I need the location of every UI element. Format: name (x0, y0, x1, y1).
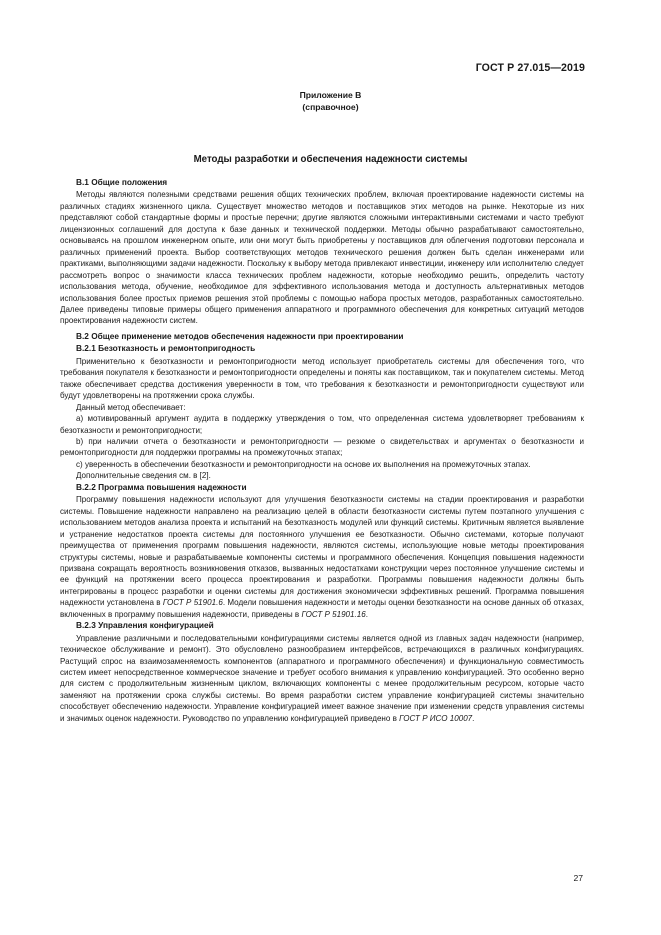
document-body (60, 177, 584, 724)
appendix-label: Приложение В (299, 90, 362, 100)
paragraph-text: . Модели повышения надежности и методы оценки безотказности на основе данных об отказах, включенных в программу повышения надежности, приведены в (60, 598, 584, 619)
list-item-b: b) при наличии отчета о безотказности и ремонтопригодности — резюме о свидетельствах и аргументах о безотказности и ремонтопригодности для поддержки программы на промежуточных этапах; (60, 436, 584, 458)
list-item-a: а) мотивированный аргумент аудита в поддержку утверждения о том, что определенная система удовлетворяет требованиям к безотказности и ремонтопригодности; (60, 414, 584, 435)
paragraph-text: Управление различными и последовательными конфигурациями системы является одной из главных задач надежности (например, техническое обслуживание и ремонт). Это обусловлено разнообразием интерфейсов, встречающихся в различных конфигурациях. Растущий спрос на взаимозаменяемость компонентов (аппаратного и программного обеспечения) и функциональную совместимость систем имеет непосредственное коммерческое значение и требует особого внимания к управлению конфигурацией. Это особенно верно для систем с продолжительным жизненным циклом, включающих компоненты с менее продолжительным ресурсом, которые часто заменяют на протяжении срока службы системы. Во время разработки систем управление конфигурацией системы значительно способствует обеспечению надежности. Управление конфигурацией имеет важное значение при изменении средств управления системы и значимых оценок надежности. Руководство по управлению конфигурацией приведено в (60, 633, 584, 723)
paragraph: Методы являются полезными средствами решения общих технических проблем, включая проектирование надежности системы на различных стадиях жизненного цикла. Существует множество методов и поставщиков этих методов на рынке. Некоторые из них представляют собой стандартные формы и простые перечни; другие являются сложными интерактивными системами и часто требуют лицензионных соглашений для доступа к базе данных и технической поддержки. Методы обычно разрабатывают самостоятельно, основываясь на прошлом инженерном опыте, или они могут быть приобретены у поставщиков для облегчения подготовки персонала и различных применений проекта. Выбор соответствующих методов технического решения должен быть сделан инженерами или практиками, выполняющими задачи надежности. Поскольку к выбору метода привлекают инвестиции, инженеру или исполнителю следует рассмотреть вопрос о значимости класса технических проблем надежности, которые необходимо решить, определить частоту использования метода, обучение, необходимое для эффективного использования метода и доступность альтернативных методов использования более простых приемов решения этой проблемы с помощью набора простых методов, разработанных самостоятельно. Далее приведены типовые примеры общего применения аппаратного и программного обеспечения для конкретных ситуаций методов проектирования надежности систем. (60, 190, 584, 326)
paragraph-text: . (365, 609, 368, 619)
paragraph (60, 633, 584, 725)
paragraph-text: Программу повышения надежности используют для улучшения безотказности системы на стадии проектирования и разработки системы. Повышение надежности направлено на реализацию целей в области безотказности системы путем поэтапного улучшения с использованием методов анализа проекта и испытаний на безотказность модулей или функций системы. Критичным является выявление и устранение недостатков проекта системы для постоянного улучшения ее безотказности. Обычно системами, которые получают преимущества от применения программ повышения надежности, являются системы, использующие новые методы проектирования структуры системы, новые и разрабатываемые компоненты системы и программного обеспечения. Концепция повышения надежности призвана сокращать вероятность возникновения отказов, вызванных недостатками конструкции через постоянное улучшение системы и ее функций на протяжении всего процесса проектирования и разработки. Программы повышения надежности должны быть интегрированы в процесс разработки и оценки системы для достижения экономически эффективных решений. Программа повышения надежности установлена в (60, 495, 584, 608)
standard-reference: ГОСТ Р 51901.16 (301, 609, 366, 619)
paragraph-text: . (472, 713, 475, 723)
subsection-heading-b23: В.2.3 Управления конфигурацией (76, 620, 214, 631)
subsection-heading-b21: В.2.1 Безотказность и ремонтопригодность (76, 343, 256, 354)
standard-reference: ГОСТ Р ИСО 10007 (399, 713, 473, 723)
section-heading-b2: В.2 Общее применение методов обеспечения надежности при проектировании (76, 330, 404, 341)
appendix-title: Методы разработки и обеспечения надежности системы (193, 154, 468, 165)
appendix-note: (справочное) (302, 101, 359, 112)
standard-reference: ГОСТ Р 51901.6 (162, 598, 223, 608)
reference-note: Дополнительные сведения см. в [2]. (76, 471, 211, 481)
standard-code: ГОСТ Р 27.015—2019 (475, 62, 585, 74)
subsection-heading-b22: В.2.2 Программа повышения надежности (76, 481, 247, 492)
paragraph (60, 494, 584, 620)
paragraph: Применительно к безотказности и ремонтопригодности метод использует приобретатель системы для обеспечения того, что требования покупателя к безотказности и ремонтопригодности определены и поняты как поставщиком, так и покупателем системы. Метод также обеспечивает средства достижения уверенности в том, что требования к безотказности и ремонтопригодности существуют или будут удовлетворены на протяжении срока службы. (60, 356, 584, 401)
appendix-heading (0, 90, 661, 113)
paragraph: Данный метод обеспечивает: (76, 402, 186, 412)
section-heading-b1: В.1 Общие положения (76, 177, 168, 187)
list-item-c: с) уверенность в обеспечении безотказности и ремонтопригодности на основе их выполнения на промежуточных этапах. (76, 459, 531, 469)
page-number: 27 (573, 873, 583, 883)
